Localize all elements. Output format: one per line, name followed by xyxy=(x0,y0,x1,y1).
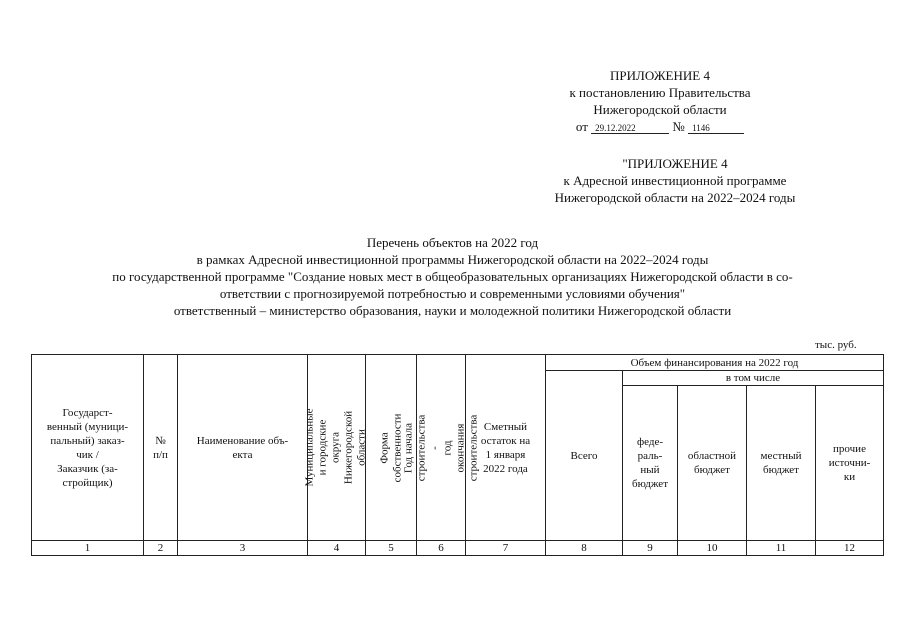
header-customer: Государст- венный (муници- пальный) заказ- чик / Заказчик (за- стройщик) xyxy=(46,406,129,489)
units-label: тыс. руб. xyxy=(815,339,857,351)
header-regional-budget: областной бюджет xyxy=(687,450,737,476)
header-total: Всего xyxy=(570,449,598,462)
title-line-1: Перечень объектов на 2022 год xyxy=(366,235,539,250)
column-number: 6 xyxy=(438,542,444,554)
header-object-name: Наименование объ- екта xyxy=(196,434,289,461)
title-line-3: по государственной программе "Создание новых мест в общеобразовательных организациях Нижегородской области в со- xyxy=(112,269,793,284)
header-local-budget: местный бюджет xyxy=(760,450,802,476)
column-number: 12 xyxy=(844,542,855,554)
title-line-2: в рамках Адресной инвестиционной программы Нижегородской области на 2022–2024 годы xyxy=(196,252,709,267)
header-funding-volume: Объем финансирования на 2022 год xyxy=(630,356,799,369)
column-number: 8 xyxy=(581,542,587,554)
header-including: в том числе xyxy=(725,372,781,384)
approval-date: 29.12.2022 xyxy=(591,123,669,134)
approval-line-3: Нижегородской области xyxy=(593,102,727,117)
document-title xyxy=(40,234,865,319)
column-number: 3 xyxy=(239,542,246,554)
appendix-line-3: Нижегородской области на 2022–2024 годы xyxy=(554,190,796,205)
appendix-line-2: к Адресной инвестиционной программе xyxy=(563,173,787,188)
column-number: 9 xyxy=(647,542,653,554)
column-number: 2 xyxy=(157,542,164,554)
title-line-5: ответственный – министерство образования, науки и молодежной политики Нижегородской области xyxy=(173,303,732,318)
column-number: 7 xyxy=(502,542,509,554)
header-municipality xyxy=(304,355,368,540)
header-municipality-text: Муниципальные и городские округа Нижегородской области xyxy=(304,408,368,487)
column-number: 10 xyxy=(706,542,718,554)
header-construction-years xyxy=(402,355,479,540)
approval-number-sign: № xyxy=(672,119,685,134)
header-row-number: № п/п xyxy=(153,434,168,461)
approval-line-2: к постановлению Правительства xyxy=(569,85,751,100)
approval-line-1: ПРИЛОЖЕНИЕ 4 xyxy=(610,68,710,83)
column-number: 5 xyxy=(388,542,394,554)
column-number: 11 xyxy=(775,542,787,554)
header-estimate-balance: Сметный остаток на 1 января 2022 года xyxy=(480,420,531,475)
approval-date-line xyxy=(520,118,800,135)
approval-number: 1146 xyxy=(688,123,744,134)
header-construction-years-text: Год начала строительства - год окончания строительства xyxy=(402,414,479,481)
approval-date-prefix: от xyxy=(575,119,588,134)
header-other-sources: прочие источни- ки xyxy=(828,443,871,483)
column-number: 4 xyxy=(333,542,340,554)
column-number: 1 xyxy=(84,542,91,554)
title-line-4: ответствии с прогнозируемой потребностью и современными условиями обучения" xyxy=(219,286,686,301)
header-federal-budget: феде- раль- ный бюджет xyxy=(632,436,668,490)
header-ownership-text: Форма собственности xyxy=(378,413,403,482)
appendix-line-1: "ПРИЛОЖЕНИЕ 4 xyxy=(622,156,728,171)
